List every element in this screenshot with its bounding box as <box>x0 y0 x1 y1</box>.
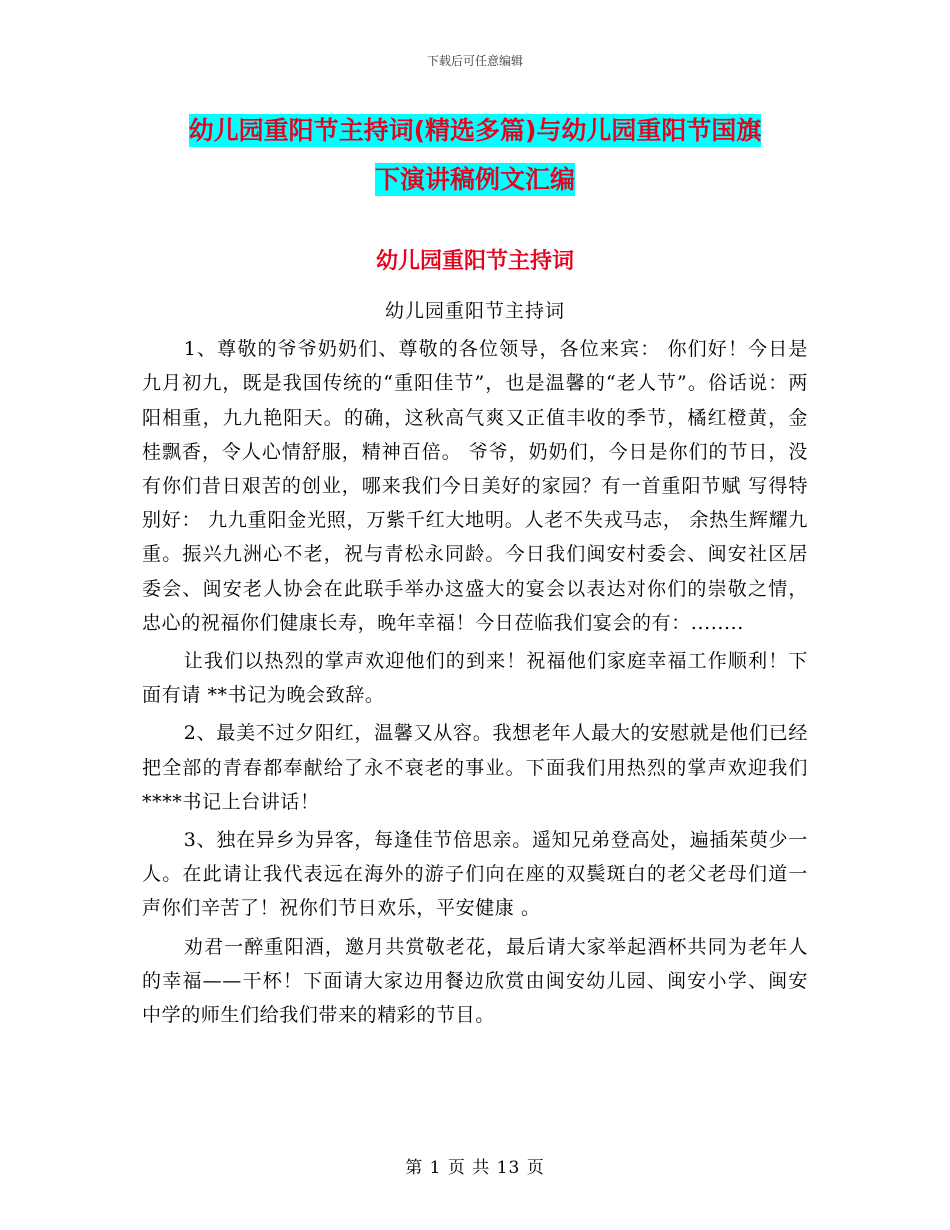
paragraph-5: 劝君一醉重阳酒，邀月共赏敬老花，最后请大家举起酒杯共同为老年人的幸福——干杯！下面请大家边用餐边欣赏由闽安幼儿园、闽安小学、闽安中学的师生们给我们带来的精彩的节目。 <box>142 935 808 1027</box>
title-line-1: 幼儿园重阳节主持词(精选多篇)与幼儿园重阳节国旗 <box>188 116 762 145</box>
paragraph-2: 让我们以热烈的掌声欢迎他们的到来！祝福他们家庭幸福工作顺利！下面有请 **书记为晚会致辞。 <box>142 650 808 707</box>
paragraph-1: 1、尊敬的爷爷奶奶们、尊敬的各位领导，各位来宾： 你们好！今日是九月初九，既是我国传统的“重阳佳节”，也是温馨的“老人节”。俗话说：两阳相重，九九艳阳天。的确，这秋高气爽又正值丰收的季节，橘红橙黄，金桂飘香，令人心情舒服，精神百倍。 爷爷，奶奶们，今日是你们的节日，没有你们昔日艰苦的创业，哪来我们今日美好的家园？有一首重阳节赋 写得特别好： 九九重阳金光照，万紫千红大地明。人老不失戎马志， 余热生辉耀九重。振兴九洲心不老，祝与青松永同龄。今日我们闽安村委会、闽安社区居委会、闽安老人协会在此联手举办这盛大的宴会以表达对你们的崇敬之情，忠心的祝福你们健康长寿，晚年幸福！今日莅临我们宴会的有：........ <box>142 338 808 634</box>
document-title <box>0 106 950 204</box>
section-title: 幼儿园重阳节主持词 <box>375 249 574 274</box>
document-body <box>142 294 808 1036</box>
paragraph-4: 3、独在异乡为异客，每逢佳节倍思亲。遥知兄弟登高处，遍插茱萸少一人。在此请让我代表远在海外的游子们向在座的双鬓斑白的老父老母们道一声你们辛苦了！祝你们节日欢乐，平安健康 。 <box>142 829 808 920</box>
page-footer: 第 1 页 共 13 页 <box>405 1158 545 1178</box>
paragraph-3: 2、最美不过夕阳红，温馨又从容。我想老年人最大的安慰就是他们已经把全部的青春都奉献给了永不衰老的事业。下面我们用热烈的掌声欢迎我们****书记上台讲话！ <box>142 722 808 813</box>
subtitle: 幼儿园重阳节主持词 <box>384 300 565 322</box>
header-note: 下载后可任意编辑 <box>426 54 523 68</box>
title-line-2: 下演讲稿例文汇编 <box>374 165 575 194</box>
